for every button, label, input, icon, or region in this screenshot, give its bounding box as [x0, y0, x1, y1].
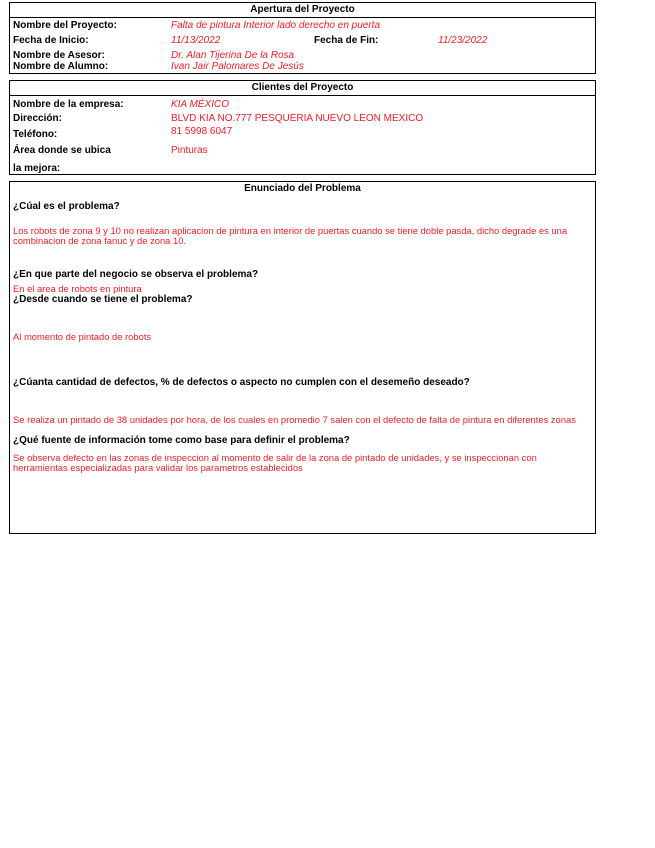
enunciado-header: Enunciado del Problema: [244, 183, 361, 194]
nombre-proyecto-label: Nombre del Proyecto:: [13, 20, 117, 31]
direccion-row: [10, 113, 595, 124]
enunciado-section: [9, 181, 596, 534]
empresa-value: KIA MÉXICO: [171, 99, 229, 110]
question-2: ¿En que parte del negocio se observa el problema?: [13, 269, 259, 280]
answer-5: Se observa defecto en las zonas de inspeccion al momento de salir de la zona de pintado de unidades, y se inspeccionan con herramientas especializadas para validar los parametros establecidos: [13, 452, 537, 473]
direccion-value: BLVD KIA NO.777 PESQUERIA NUEVO LEON MEXICO: [171, 113, 424, 124]
question-1: ¿Cúal es el problema?: [13, 201, 120, 212]
fecha-inicio-value: 11/13/2022: [171, 35, 221, 46]
area-label-1: Área donde se ubica: [13, 145, 111, 156]
asesor-value: Dr. Alan Tijerina De la Rosa: [171, 50, 295, 61]
area-row-2: [10, 163, 595, 174]
alumno-row: [10, 61, 595, 72]
telefono-value: 81 5998 6047: [171, 126, 233, 137]
answer-3: Al momento de pintado de robots: [13, 331, 152, 342]
asesor-label: Nombre de Asesor:: [13, 50, 105, 61]
fecha-fin-value: 11/23/2022: [438, 35, 488, 46]
clientes-header: Clientes del Proyecto: [10, 81, 595, 96]
answer-4: Se realiza un pintado de 38 unidades por hora, de los cuales en promedio 7 salen con el defecto de falta de pintura en diferentes zonas: [13, 414, 576, 425]
direccion-label: Dirección:: [13, 113, 62, 124]
telefono-row: [10, 126, 595, 140]
nombre-proyecto-row: [10, 20, 595, 31]
answer-1: Los robots de zona 9 y 10 no realizan aplicacion de pintura en interior de puertas cuando se tiene doble pasda, dicho degrade es una combinacion de zona fanuc y de zona 10.: [13, 225, 568, 246]
apertura-section: [9, 2, 596, 74]
nombre-proyecto-value: Falta de pintura Interior lado derecho en puerta: [171, 20, 381, 31]
area-label-2: la mejora:: [13, 163, 61, 174]
fecha-fin-label: Fecha de Fin:: [314, 35, 379, 46]
empresa-label: Nombre de la empresa:: [13, 99, 124, 110]
alumno-value: Ivan Jair Palomares De Jesús: [171, 61, 304, 72]
question-3: ¿Desde cuando se tiene el problema?: [13, 294, 193, 305]
fechas-row: [10, 35, 595, 46]
question-5: ¿Qué fuente de información tome como base para definir el problema?: [13, 435, 350, 446]
area-value: Pinturas: [171, 145, 208, 156]
alumno-label: Nombre de Alumno:: [13, 61, 109, 72]
asesor-row: [10, 50, 595, 61]
apertura-header: Apertura del Proyecto: [10, 3, 595, 18]
fecha-inicio-label: Fecha de Inicio:: [13, 35, 89, 46]
empresa-row: [10, 99, 595, 110]
clientes-section: [9, 80, 596, 175]
answer-2: En el area de robots en pintura: [13, 283, 142, 294]
telefono-label: Teléfono:: [13, 129, 58, 140]
question-4: ¿Cúanta cantidad de defectos, % de defectos o aspecto no cumplen con el desemeño deseado?: [13, 377, 470, 388]
area-row: [10, 145, 595, 156]
